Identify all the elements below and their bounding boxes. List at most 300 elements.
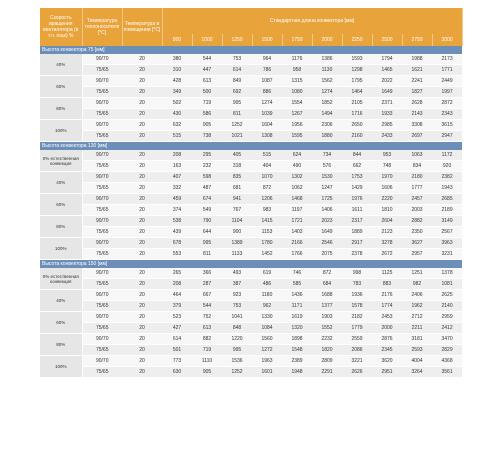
heat-output-value: 1251	[402, 268, 432, 279]
room-temp-cell: 20	[122, 216, 162, 227]
heat-output-value: 613	[192, 76, 222, 87]
coolant-temp-cell: 90/70	[82, 76, 122, 87]
table-row	[40, 120, 462, 131]
heat-output-value: 2105	[342, 98, 372, 109]
heat-output-value: 1552	[312, 323, 342, 334]
section-title: Высота конвектора 150 [мм]	[40, 260, 462, 269]
room-temp-cell: 20	[122, 54, 162, 65]
heat-output-value: 464	[162, 290, 192, 301]
heat-output-value: 995	[222, 98, 252, 109]
heat-output-value: 1062	[282, 183, 312, 194]
heat-output-value: 3963	[432, 238, 462, 249]
heat-output-value: 486	[252, 279, 282, 290]
heat-output-value: 208	[162, 150, 192, 161]
heat-output-value: 1308	[252, 131, 282, 142]
room-temp-cell: 20	[122, 356, 162, 367]
heat-output-value: 662	[342, 161, 372, 172]
coolant-temp-cell: 75/65	[82, 65, 122, 76]
heat-output-value: 3561	[432, 367, 462, 378]
table-row	[40, 76, 462, 87]
heat-output-value: 2628	[402, 98, 432, 109]
table-row	[40, 150, 462, 161]
heat-output-value: 1716	[342, 109, 372, 120]
heat-output-value: 1080	[282, 87, 312, 98]
heat-output-value: 1619	[282, 312, 312, 323]
heat-output-value: 2957	[402, 249, 432, 260]
heat-output-value: 2947	[432, 131, 462, 142]
heat-output-value: 332	[162, 183, 192, 194]
table-row	[40, 227, 462, 238]
heat-output-value: 1948	[282, 367, 312, 378]
heat-output-value: 667	[192, 290, 222, 301]
heat-output-value: 1604	[252, 120, 282, 131]
heat-output-value: 2593	[402, 345, 432, 356]
heat-output-value: 619	[252, 268, 282, 279]
heat-output-value: 630	[162, 367, 192, 378]
heat-output-value: 380	[162, 54, 192, 65]
coolant-temp-cell: 90/70	[82, 172, 122, 183]
coolant-temp-cell: 75/65	[82, 249, 122, 260]
coolant-temp-cell: 75/65	[82, 183, 122, 194]
heat-output-value: 447	[192, 65, 222, 76]
heat-output-value: 2220	[372, 194, 402, 205]
fan-speed-cell: 80%	[40, 216, 82, 238]
heat-output-value: 598	[192, 172, 222, 183]
heat-output-value: 786	[252, 65, 282, 76]
heat-output-value: 2672	[372, 249, 402, 260]
heat-output-value: 1130	[312, 65, 342, 76]
heat-output-value: 746	[282, 268, 312, 279]
heat-output-value: 811	[222, 109, 252, 120]
heat-output-value: 1593	[342, 54, 372, 65]
heat-output-value: 502	[162, 98, 192, 109]
length-header-cell: 800	[162, 34, 192, 46]
fan-speed-cell: 40%	[40, 54, 82, 76]
heat-output-value: 632	[162, 120, 192, 131]
table-row	[40, 290, 462, 301]
heat-output-value: 310	[162, 65, 192, 76]
table-row	[40, 98, 462, 109]
heat-output-value: 2160	[342, 131, 372, 142]
coolant-temp-cell: 90/70	[82, 98, 122, 109]
coolant-temp-cell: 90/70	[82, 54, 122, 65]
heat-output-value: 2189	[432, 205, 462, 216]
heat-output-value: 2306	[312, 120, 342, 131]
section-title: Высота конвектора 130 [мм]	[40, 142, 462, 151]
room-temp-cell: 20	[122, 249, 162, 260]
table-header	[40, 8, 462, 46]
heat-output-value: 1298	[342, 65, 372, 76]
heat-output-value: 2697	[402, 131, 432, 142]
table-row	[40, 205, 462, 216]
table-row	[40, 334, 462, 345]
room-temp-cell: 20	[122, 109, 162, 120]
heat-output-value: 2567	[432, 227, 462, 238]
heat-output-value: 374	[162, 205, 192, 216]
heat-output-value: 1963	[252, 356, 282, 367]
heat-output-value: 3278	[372, 238, 402, 249]
heat-output-value: 995	[222, 345, 252, 356]
heat-output-value: 2382	[432, 172, 462, 183]
heat-output-value: 2180	[402, 172, 432, 183]
room-temp-column-header: Температура в помещении [°C]	[122, 8, 162, 46]
coolant-temp-cell: 75/65	[82, 279, 122, 290]
heat-output-value: 318	[222, 161, 252, 172]
heat-output-value: 719	[192, 345, 222, 356]
heat-output-value: 3627	[402, 238, 432, 249]
table-row	[40, 172, 462, 183]
heat-output-value: 2449	[432, 76, 462, 87]
heat-output-value: 923	[222, 290, 252, 301]
heat-output-value: 2453	[372, 312, 402, 323]
heat-output-value: 614	[162, 334, 192, 345]
heat-output-value: 3181	[402, 334, 432, 345]
heat-output-value: 1063	[402, 150, 432, 161]
heat-output-value: 1180	[252, 290, 282, 301]
heat-output-value: 995	[192, 238, 222, 249]
table-row	[40, 323, 462, 334]
coolant-temp-cell: 90/70	[82, 194, 122, 205]
room-temp-cell: 20	[122, 87, 162, 98]
coolant-temp-cell: 75/65	[82, 367, 122, 378]
heat-output-value: 544	[192, 301, 222, 312]
heat-output-value: 738	[192, 131, 222, 142]
heat-output-value: 1267	[282, 109, 312, 120]
heat-output-value: 2000	[372, 323, 402, 334]
table-row	[40, 65, 462, 76]
heat-output-value: 1302	[282, 172, 312, 183]
heat-output-value: 404	[252, 161, 282, 172]
heat-output-value: 2959	[432, 312, 462, 323]
heat-output-value: 2023	[312, 216, 342, 227]
heat-output-value: 2604	[372, 216, 402, 227]
heat-output-value: 1601	[252, 367, 282, 378]
heat-output-value: 427	[162, 323, 192, 334]
heat-output-value: 1606	[372, 183, 402, 194]
room-temp-cell: 20	[122, 205, 162, 216]
room-temp-cell: 20	[122, 161, 162, 172]
table-row	[40, 109, 462, 120]
heat-output-value: 2829	[432, 345, 462, 356]
coolant-temp-cell: 75/65	[82, 301, 122, 312]
heat-output-value: 1070	[252, 172, 282, 183]
heat-output-value: 3620	[372, 356, 402, 367]
heat-output-value: 2457	[402, 194, 432, 205]
heat-output-value: 2143	[402, 109, 432, 120]
heat-output-value: 1780	[252, 238, 282, 249]
heat-output-value: 1933	[372, 109, 402, 120]
table-row	[40, 356, 462, 367]
heat-output-value: 3615	[432, 120, 462, 131]
length-header-cell: 1750	[282, 34, 312, 46]
heat-output-value: 1936	[342, 290, 372, 301]
heat-output-value: 2140	[432, 301, 462, 312]
heat-output-value: 872	[252, 183, 282, 194]
heat-output-value: 644	[192, 227, 222, 238]
heat-output-value: 523	[162, 312, 192, 323]
heat-output-value: 3221	[342, 356, 372, 367]
coolant-temp-cell: 75/65	[82, 345, 122, 356]
section-header-row	[40, 142, 462, 151]
length-header-cell: 2500	[372, 34, 402, 46]
heat-output-value: 1436	[282, 290, 312, 301]
heat-output-value: 501	[162, 345, 192, 356]
heat-output-value: 1795	[342, 76, 372, 87]
length-header-cell: 1000	[192, 34, 222, 46]
heat-output-value: 2173	[432, 54, 462, 65]
heat-output-value: 1021	[222, 131, 252, 142]
heat-output-value: 585	[282, 279, 312, 290]
heat-output-value: 1562	[312, 76, 342, 87]
heat-output-value: 1536	[222, 356, 252, 367]
heat-output-value: 1976	[342, 194, 372, 205]
fan-speed-cell: 100%	[40, 120, 82, 142]
heat-output-value: 1753	[342, 172, 372, 183]
heat-output-value: 1406	[312, 205, 342, 216]
heat-output-value: 3308	[402, 120, 432, 131]
heat-output-value: 2626	[342, 367, 372, 378]
heat-output-value: 1779	[342, 323, 372, 334]
heat-output-value: 2882	[402, 216, 432, 227]
heat-output-value: 2406	[402, 290, 432, 301]
heat-output-value: 753	[222, 301, 252, 312]
heat-output-value: 1903	[312, 312, 342, 323]
fan-speed-cell: 0% естественная конвекция	[40, 150, 82, 172]
heat-output-value: 2876	[372, 334, 402, 345]
length-header-cell: 1500	[252, 34, 282, 46]
heat-output-value: 1725	[312, 194, 342, 205]
speed-column-header: Скорость вращения вентилятора (в т.ч. max) %	[40, 8, 82, 46]
coolant-temp-cell: 75/65	[82, 161, 122, 172]
heat-output-value: 1889	[342, 227, 372, 238]
heat-output-value: 3231	[432, 249, 462, 260]
length-header-cell: 1250	[222, 34, 252, 46]
heat-output-value: 2317	[342, 216, 372, 227]
heat-output-value: 748	[372, 161, 402, 172]
coolant-temp-cell: 75/65	[82, 87, 122, 98]
heat-output-value: 998	[342, 268, 372, 279]
heat-output-value: 538	[162, 216, 192, 227]
coolant-temp-cell: 90/70	[82, 356, 122, 367]
heat-output-value: 1389	[222, 238, 252, 249]
coolant-temp-cell: 75/65	[82, 109, 122, 120]
heat-output-value: 1252	[222, 367, 252, 378]
heat-output-value: 2182	[342, 312, 372, 323]
heat-output-value: 1039	[252, 109, 282, 120]
heat-output-value: 2872	[432, 98, 462, 109]
room-temp-cell: 20	[122, 150, 162, 161]
heat-output-value: 2378	[342, 249, 372, 260]
fan-speed-cell: 100%	[40, 356, 82, 378]
coolant-temp-column-header: Температура теплоносителя [°C]	[82, 8, 122, 46]
heat-output-value: 1176	[282, 54, 312, 65]
heat-output-value: 515	[252, 150, 282, 161]
heat-output-value: 886	[252, 87, 282, 98]
heat-output-value: 1041	[222, 312, 252, 323]
fan-speed-cell: 60%	[40, 76, 82, 98]
room-temp-cell: 20	[122, 290, 162, 301]
heat-output-value: 1988	[402, 54, 432, 65]
heat-output-value: 1429	[342, 183, 372, 194]
heat-output-value: 232	[192, 161, 222, 172]
heat-output-value: 872	[312, 268, 342, 279]
heat-output-value: 1315	[282, 76, 312, 87]
room-temp-cell: 20	[122, 183, 162, 194]
heat-output-value: 2291	[312, 367, 342, 378]
heat-output-value: 1081	[432, 279, 462, 290]
room-temp-cell: 20	[122, 65, 162, 76]
heat-output-value: 752	[192, 312, 222, 323]
heat-output-value: 883	[372, 279, 402, 290]
coolant-temp-cell: 90/70	[82, 290, 122, 301]
heat-output-value: 1827	[402, 87, 432, 98]
heat-output-value: 490	[282, 161, 312, 172]
heat-output-value: 1330	[252, 312, 282, 323]
heat-output-value: 1386	[312, 54, 342, 65]
heat-output-value: 1172	[432, 150, 462, 161]
section-header-row	[40, 46, 462, 54]
coolant-temp-cell: 90/70	[82, 268, 122, 279]
coolant-temp-cell: 90/70	[82, 150, 122, 161]
length-header-cell: 2750	[402, 34, 432, 46]
heat-output-value: 2559	[342, 334, 372, 345]
heat-output-value: 1766	[282, 249, 312, 260]
heat-output-value: 2022	[372, 76, 402, 87]
heat-output-value: 1578	[342, 301, 372, 312]
heat-output-value: 849	[222, 76, 252, 87]
heat-output-value: 1464	[342, 87, 372, 98]
heat-output-value: 2166	[282, 238, 312, 249]
heat-output-value: 553	[162, 249, 192, 260]
fan-speed-cell: 100%	[40, 238, 82, 260]
heat-output-value: 2917	[342, 238, 372, 249]
room-temp-cell: 20	[122, 227, 162, 238]
table-row	[40, 238, 462, 249]
heat-output-value: 734	[312, 150, 342, 161]
length-header-cell: 3000	[432, 34, 462, 46]
room-temp-cell: 20	[122, 172, 162, 183]
heat-output-value: 1104	[222, 216, 252, 227]
heat-output-value: 405	[222, 150, 252, 161]
fan-speed-cell: 80%	[40, 334, 82, 356]
heat-output-value: 882	[192, 334, 222, 345]
heat-output-value: 941	[222, 194, 252, 205]
heat-output-value: 2712	[402, 312, 432, 323]
section-header-row	[40, 260, 462, 269]
heat-output-value: 487	[192, 183, 222, 194]
heat-output-value: 1087	[252, 76, 282, 87]
heat-output-value: 2985	[372, 120, 402, 131]
heat-output-value: 684	[312, 279, 342, 290]
heat-output-value: 1452	[252, 249, 282, 260]
heat-output-value: 1220	[222, 334, 252, 345]
heat-output-value: 459	[162, 194, 192, 205]
heat-output-value: 1153	[252, 227, 282, 238]
table-row	[40, 183, 462, 194]
table-row	[40, 345, 462, 356]
heat-output-value: 848	[222, 323, 252, 334]
fan-speed-cell: 60%	[40, 312, 82, 334]
heat-output-value: 1962	[402, 301, 432, 312]
heat-output-value: 678	[162, 238, 192, 249]
fan-speed-cell: 40%	[40, 172, 82, 194]
heat-output-value: 1649	[312, 227, 342, 238]
heat-output-value: 982	[402, 279, 432, 290]
coolant-temp-cell: 90/70	[82, 334, 122, 345]
heat-output-value: 208	[162, 279, 192, 290]
heat-output-value: 2003	[402, 205, 432, 216]
heat-output-value: 1810	[372, 205, 402, 216]
heat-output-value: 295	[192, 150, 222, 161]
heat-output-value: 287	[192, 279, 222, 290]
room-temp-cell: 20	[122, 268, 162, 279]
table-row	[40, 54, 462, 65]
heat-output-value: 1560	[252, 334, 282, 345]
heat-output-value: 2123	[372, 227, 402, 238]
coolant-temp-cell: 90/70	[82, 216, 122, 227]
heat-output-value: 2075	[312, 249, 342, 260]
heat-output-value: 1649	[372, 87, 402, 98]
heat-output-value: 265	[162, 268, 192, 279]
heat-output-value: 576	[312, 161, 342, 172]
room-temp-cell: 20	[122, 238, 162, 249]
coolant-temp-cell: 90/70	[82, 238, 122, 249]
heat-output-value: 1320	[282, 323, 312, 334]
heat-output-value: 2951	[372, 367, 402, 378]
room-temp-cell: 20	[122, 131, 162, 142]
heat-output-value: 674	[192, 194, 222, 205]
table-row	[40, 194, 462, 205]
heat-output-value: 2650	[342, 120, 372, 131]
room-temp-cell: 20	[122, 120, 162, 131]
coolant-temp-cell: 75/65	[82, 205, 122, 216]
coolant-temp-cell: 75/65	[82, 323, 122, 334]
heat-output-value: 1378	[432, 268, 462, 279]
coolant-temp-cell: 75/65	[82, 131, 122, 142]
room-temp-cell: 20	[122, 279, 162, 290]
room-temp-cell: 20	[122, 345, 162, 356]
heat-output-value: 614	[222, 65, 252, 76]
heat-output-value: 767	[222, 205, 252, 216]
heat-output-value: 2086	[342, 345, 372, 356]
coolant-temp-cell: 90/70	[82, 312, 122, 323]
table-row	[40, 161, 462, 172]
heat-output-value: 835	[222, 172, 252, 183]
heat-output-value: 407	[162, 172, 192, 183]
heat-output-value: 905	[192, 367, 222, 378]
table-row	[40, 249, 462, 260]
heat-output-value: 1554	[282, 98, 312, 109]
heat-output-value: 428	[162, 76, 192, 87]
heat-output-value: 1272	[252, 345, 282, 356]
heat-output-value: 773	[162, 356, 192, 367]
heat-output-value: 1377	[312, 301, 342, 312]
heat-output-value: 1956	[282, 120, 312, 131]
heat-output-value: 783	[342, 279, 372, 290]
heat-output-value: 2433	[372, 131, 402, 142]
heat-output-value: 2546	[312, 238, 342, 249]
heat-output-value: 1777	[402, 183, 432, 194]
fan-speed-cell: 60%	[40, 194, 82, 216]
heat-output-value: 719	[192, 98, 222, 109]
heat-output-value: 2809	[312, 356, 342, 367]
heat-output-value: 2412	[432, 323, 462, 334]
heat-output-value: 753	[222, 54, 252, 65]
heat-output-value: 439	[162, 227, 192, 238]
heat-output-value: 2625	[432, 290, 462, 301]
heat-output-value: 1621	[402, 65, 432, 76]
heat-output-value: 953	[372, 150, 402, 161]
